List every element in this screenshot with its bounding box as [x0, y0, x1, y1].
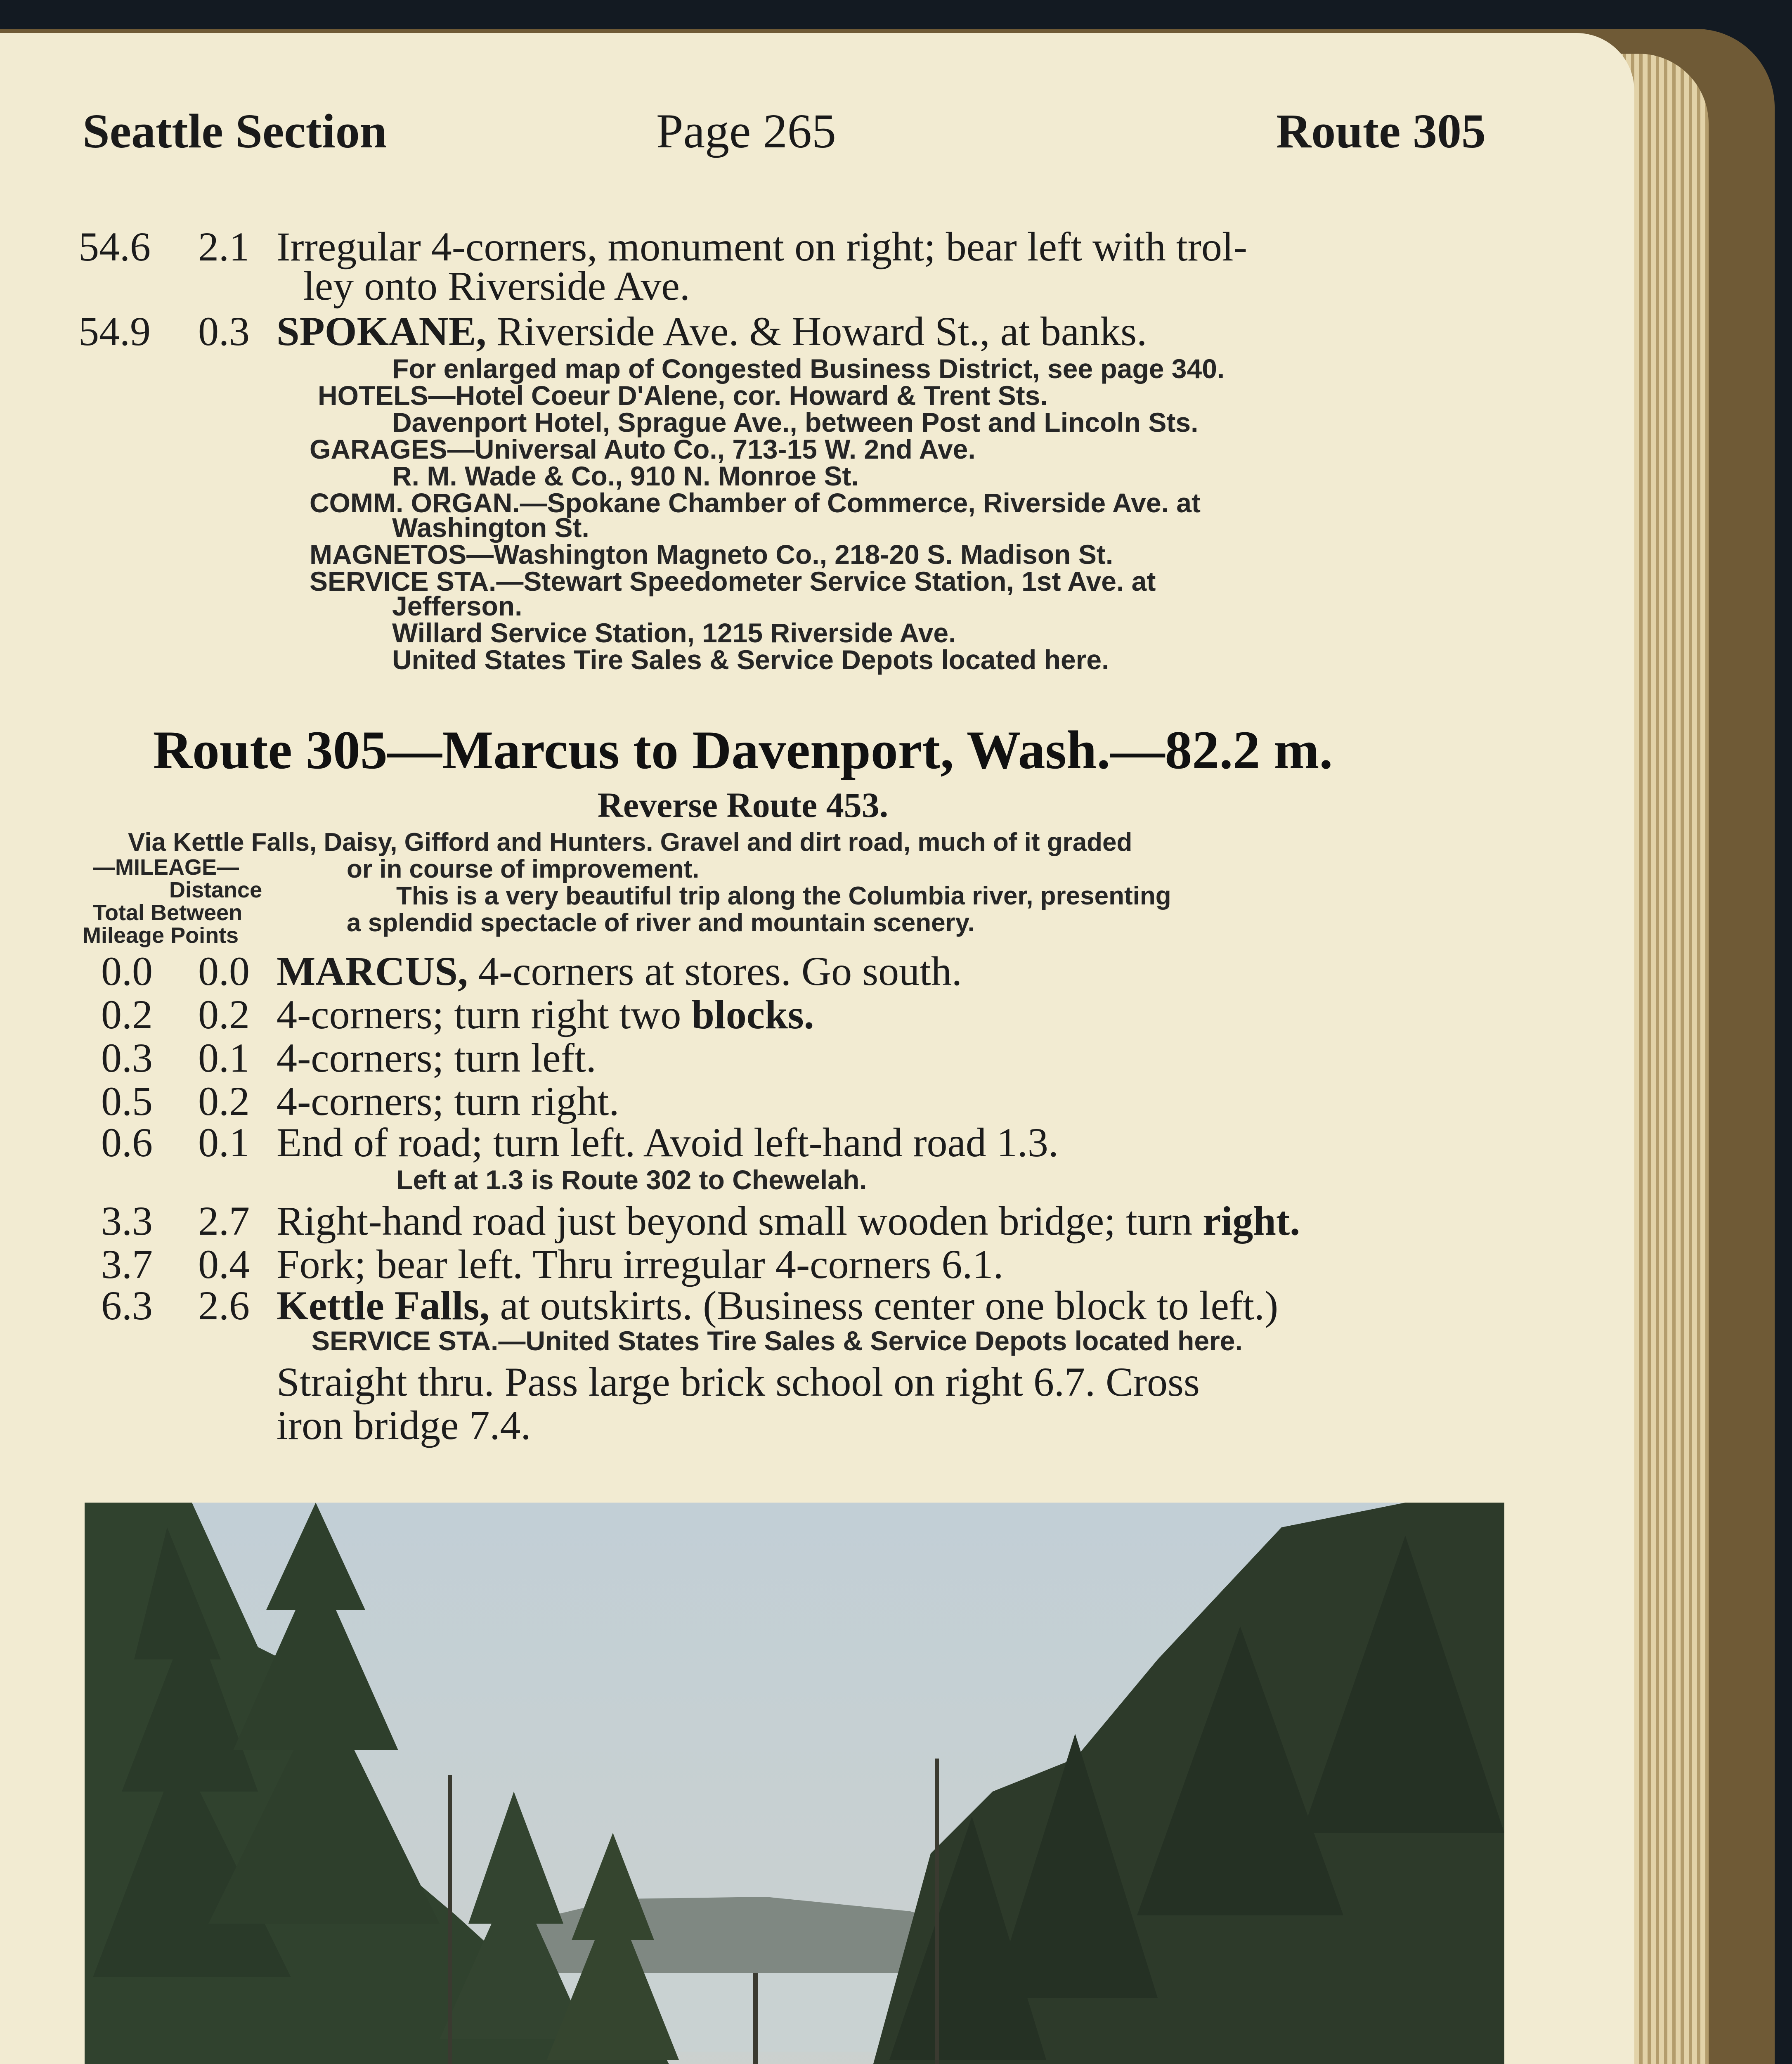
total-mileage: 0.6 — [101, 1120, 153, 1165]
direction-detail: Riverside Ave. & Howard St., at banks. — [486, 308, 1147, 354]
section-title: Seattle Section — [83, 104, 387, 158]
reverse-route-note: Reverse Route 453. — [597, 785, 889, 825]
route-number: Route 305 — [1276, 104, 1486, 158]
total-between-header: Total Between — [93, 900, 243, 925]
direction-detail: at outskirts. (Business center one block to left.) — [489, 1283, 1279, 1328]
distance: 2.1 — [198, 224, 250, 270]
total-mileage: 0.2 — [101, 992, 153, 1037]
distance: 0.3 — [198, 308, 250, 354]
total-mileage: 3.7 — [101, 1241, 153, 1287]
info-line: Davenport Hotel, Sprague Ave., between Post and Lincoln Sts. — [392, 407, 1199, 438]
total-mileage: 0.3 — [101, 1035, 153, 1081]
direction-detail: 4-corners; turn right two — [277, 992, 692, 1037]
info-line: R. M. Wade & Co., 910 N. Monroe St. — [392, 461, 859, 491]
entry-row — [0, 991, 1527, 1040]
forest-road-picture — [85, 1503, 1504, 2064]
route-intro-line: Via Kettle Falls, Daisy, Gifford and Hunters. Gravel and dirt road, much of it graded — [128, 828, 1132, 857]
entry-row — [0, 223, 1527, 272]
total-mileage: 54.9 — [78, 308, 151, 354]
page-header — [83, 103, 1486, 186]
direction-text — [277, 991, 814, 1038]
info-line: For enlarged map of Congested Business District, see page 340. — [392, 353, 1225, 384]
direction-detail: Right-hand road just beyond small wooden bridge; turn — [277, 1198, 1203, 1244]
place-name: SPOKANE, — [277, 308, 487, 354]
distance: 0.2 — [198, 1078, 250, 1124]
info-line: COMM. ORGAN.—Spokane Chamber of Commerce, Riverside Ave. at — [310, 488, 1201, 518]
place-name: Kettle Falls, — [277, 1283, 490, 1328]
direction-text: 4-corners; turn right. — [277, 1078, 619, 1124]
info-line: Jefferson. — [392, 591, 522, 621]
direction-text — [277, 947, 962, 995]
direction-text: 4-corners; turn left. — [277, 1035, 596, 1081]
side-note: Left at 1.3 is Route 302 to Chewelah. — [396, 1165, 867, 1195]
info-line: MAGNETOS—Washington Magneto Co., 218-20 S. Madison St. — [310, 539, 1113, 570]
distance-header: Distance — [169, 878, 262, 902]
info-line: HOTELS—Hotel Coeur D'Alene, cor. Howard & Trent Sts. — [318, 380, 1048, 411]
route-intro-line: This is a very beautiful trip along the Columbia river, presenting — [396, 882, 1171, 910]
distance: 0.0 — [198, 948, 250, 994]
direction-text — [277, 1282, 1278, 1329]
direction-text — [277, 1197, 1300, 1245]
route-title: Route 305—Marcus to Davenport, Wash.—82.2 m. — [153, 720, 1333, 780]
place-name: MARCUS, — [277, 948, 468, 994]
road-photograph — [85, 1503, 1504, 2064]
direction-text: Straight thru. Pass large brick school on right 6.7. Cross — [277, 1359, 1200, 1405]
entry-row — [0, 1034, 1527, 1084]
direction-detail: 4-corners at stores. Go south. — [468, 948, 962, 994]
total-mileage: 0.0 — [101, 948, 153, 994]
page-number: Page 265 — [656, 104, 836, 158]
direction-emphasis: right. — [1203, 1198, 1300, 1244]
direction-text: Irregular 4-corners, monument on right; bear left with trol- — [277, 224, 1248, 270]
book-page — [0, 33, 1634, 2064]
distance: 0.2 — [198, 992, 250, 1037]
distance: 0.4 — [198, 1241, 250, 1287]
direction-text: End of road; turn left. Avoid left-hand road 1.3. — [277, 1120, 1059, 1165]
entry-row — [0, 1282, 1527, 1331]
total-mileage: 3.3 — [101, 1198, 153, 1244]
info-line: Willard Service Station, 1215 Riverside Ave. — [392, 618, 956, 648]
route-intro-line: a splendid spectacle of river and mountain scenery. — [347, 909, 975, 937]
total-mileage: 54.6 — [78, 224, 151, 270]
direction-continuation: ley onto Riverside Ave. — [303, 263, 690, 309]
distance: 0.1 — [198, 1120, 250, 1165]
entry-row — [0, 947, 1527, 997]
total-mileage: 0.5 — [101, 1078, 153, 1124]
direction-emphasis: blocks. — [691, 992, 814, 1037]
direction-text: iron bridge 7.4. — [277, 1402, 531, 1448]
mileage-header: —MILEAGE— — [93, 855, 239, 880]
total-mileage: 6.3 — [101, 1283, 153, 1328]
entry-row — [0, 1197, 1527, 1247]
mileage-points-header: Mileage Points — [83, 923, 239, 948]
route-intro-line: or in course of improvement. — [347, 855, 700, 883]
entry-row — [0, 308, 1527, 357]
info-line: GARAGES—Universal Auto Co., 713-15 W. 2nd Ave. — [310, 434, 976, 464]
distance: 2.7 — [198, 1198, 250, 1244]
info-line: SERVICE STA.—Stewart Speedometer Service Station, 1st Ave. at — [310, 566, 1156, 596]
info-line: Washington St. — [392, 512, 589, 543]
direction-text: Fork; bear left. Thru irregular 4-corners 6.1. — [277, 1241, 1004, 1287]
info-line: United States Tire Sales & Service Depots located here. — [392, 644, 1109, 675]
direction-text — [277, 308, 1147, 355]
entry-row — [0, 1119, 1527, 1168]
side-note: SERVICE STA.—United States Tire Sales & Service Depots located here. — [312, 1326, 1243, 1356]
distance: 2.6 — [198, 1283, 250, 1328]
distance: 0.1 — [198, 1035, 250, 1081]
